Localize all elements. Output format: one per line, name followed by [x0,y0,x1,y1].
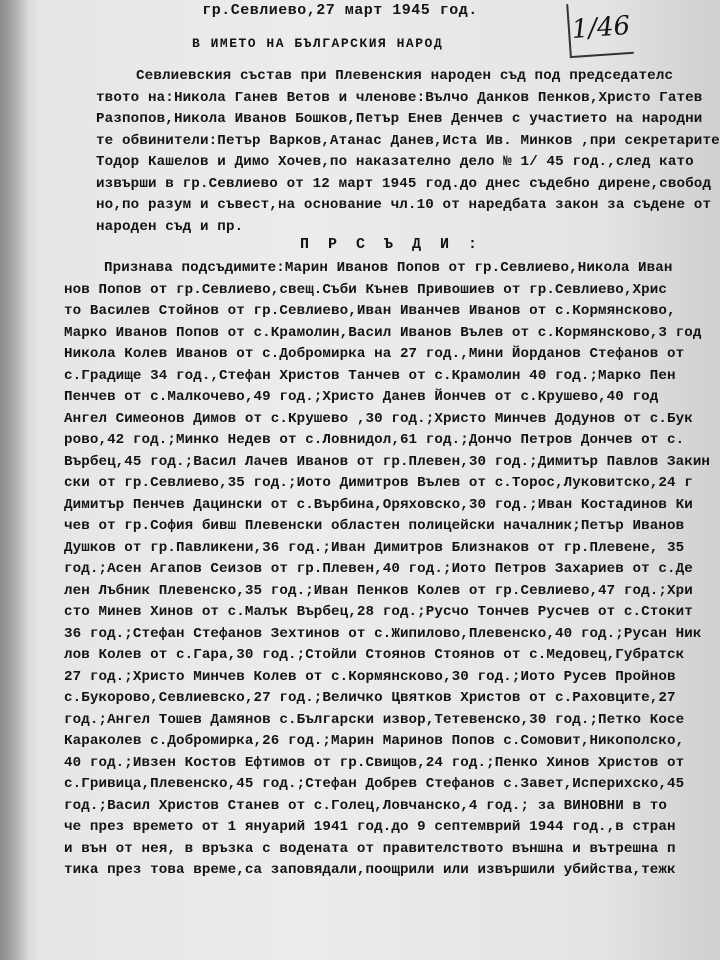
verdict-line: ски от гр.Севлиево,35 год.;Иото Димитров Вълев от с.Торос,Луковитско,24 г [64,475,693,491]
intro-paragraph [96,66,720,238]
page-edge-shadow [0,0,28,960]
verdict-line: то Василев Стойнов от гр.Севлиево,Иван Иванчев Иванов от с.Кормянсково, [64,303,676,319]
verdict-line: 36 год.;Стефан Стефанов Зехтинов от с.Жипилово,Плевенско,40 год.;Русан Ник [64,625,702,642]
verdict-paragraph [64,258,720,882]
verdict-line: рово,42 год.;Минко Недев от с.Ловнидол,61 год.;Дончо Петров Дончев от с. [64,432,685,448]
verdict-line: с.Гривица,Плевенско,45 год.;Стефан Добрев Стефанов с.Завет,Исперихско,45 [64,776,685,792]
verdict-line: Душков от гр.Павликени,36 год.;Иван Димитров Близнаков от гр.Плевене, 35 [64,539,685,556]
verdict-line: 27 год.;Христо Минчев Колев от с.Кормянсково,30 год.;Иото Русев Пройнов [64,668,676,685]
intro-line: те обвинители:Петър Варков,Атанас Данев,Иста Ив. Минков ,при секретарите [96,132,720,149]
verdict-line: год.;Асен Агапов Сеизов от гр.Плевен,40 год.;Иото Петров Захариев от с.Де [64,561,693,577]
archive-number-stamp: 1/46 [566,0,634,58]
intro-line: Тодор Кашелов и Димо Хочев,по наказателно дело № 1/ 45 год.,след като [96,154,694,170]
verdict-line: нов Попов от гр.Севлиево,свещ.Съби Кънев Привошиев от гр.Севлиево,Хрис [64,281,667,298]
intro-line: извърши в гр.Севлиево от 12 март 1945 год.до днес съдебно дирене,свобод [96,175,712,192]
verdict-line: Ангел Симеонов Димов от с.Крушево ,30 год.;Христо Минчев Додунов от с.Бук [64,410,693,427]
verdict-line: год.;Ангел Тошев Дамянов с.Български извор,Тетевенско,30 год.;Петко Косе [64,711,685,728]
verdict-heading: П Р С Ъ Д И : [300,236,483,253]
verdict-line: Димитър Пенчев Дацински от с.Върбина,Оряховско,30 год.;Иван Костадинов Ки [64,496,693,513]
verdict-line: Върбец,45 год.;Васил Лачев Иванов от гр.Плевен,30 год.;Димитър Павлов Закин [64,453,711,470]
intro-line: Севлиевския състав при Плевенския народен съд под председателс [136,68,674,84]
verdict-line: Караколев с.Добромирка,26 год.;Марин Маринов Попов с.Сомовит,Никополско, [64,733,685,749]
verdict-line: Пенчев от с.Малкочево,49 год.;Христо Данев Йончев от с.Крушево,40 год [64,389,659,405]
verdict-line: год.;Васил Христов Станев от с.Голец,Ловчанско,4 год.; за ВИНОВНИ в то [64,797,667,814]
intro-line: твото на:Никола Ганев Ветов и членове:Вълчо Данков Пенков,Христо Гатев [96,89,703,106]
in-the-name-heading: В ИМЕТО НА БЪЛГАРСКИЯ НАРОД [192,36,444,51]
verdict-line: с.Градище 34 год.,Стефан Христов Танчев от с.Крамолин 40 год.;Марко Пен [64,367,676,384]
verdict-line: Признава подсъдимите:Марин Иванов Попов от гр.Севлиево,Никола Иван [104,260,673,276]
verdict-line: лов Колев от с.Гара,30 год.;Стойли Стоянов Стоянов от с.Медовец,Губратск [64,647,685,663]
verdict-line: чев от гр.София бивш Плевенски областен полицейски началник;Петър Иванов [64,518,685,534]
verdict-line: че през времето от 1 януарий 1941 год.до 9 септемврий 1944 год.,в стран [64,819,676,835]
verdict-line: 40 год.;Ивзен Костов Ефтимов от гр.Свищов,24 год.;Пенко Хинов Христов от [64,754,685,771]
verdict-line: Никола Колев Иванов от с.Добромирка на 27 год.,Мини Йорданов Стефанов от [64,346,685,362]
intro-line: народен съд и пр. [96,218,244,235]
verdict-line: Марко Иванов Попов от с.Крамолин,Васил Иванов Вълев от с.Кормянсково,3 год [64,324,702,341]
verdict-line: и вън от нея, в връзка с водената от правителството външна и вътрешна п [64,840,676,857]
verdict-line: тика през това време,са заповядали,поощрили или извършили убийства,тежк [64,862,676,878]
verdict-line: сто Минев Хинов от с.Малък Върбец,28 год.;Русчо Тончев Русчев от с.Стокит [64,604,693,620]
date-line: гр.Севлиево,27 март 1945 год. [202,2,478,19]
intro-line: Разпопов,Никола Иванов Бошков,Петър Енев Денчев с участието на народни [96,111,703,127]
intro-line: но,по разум и съвест,на основание чл.10 от наредбата закон за съдене от [96,197,712,213]
verdict-line: лен Лъбник Плевенско,35 год.;Иван Пенков Колев от гр.Севлиево,47 год.;Хри [64,582,693,599]
verdict-line: с.Букорово,Севлиевско,27 год.;Величко Цвятков Христов от с.Раховците,27 [64,690,676,706]
